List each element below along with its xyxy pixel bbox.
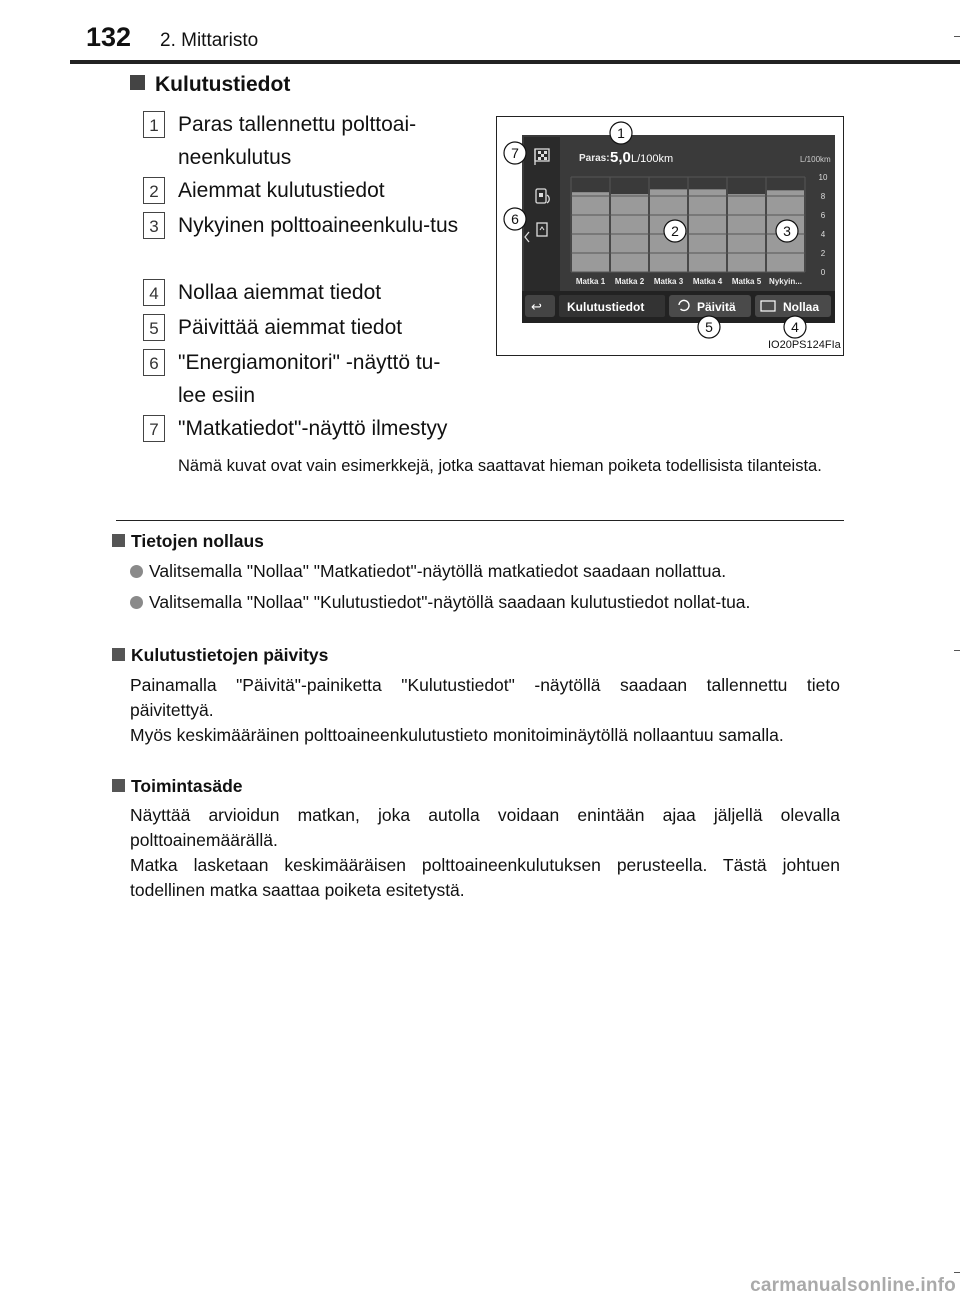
paragraph-line: Painamalla "Päivitä"-painiketta "Kulutustiedot" -näytöllä saadaan tallennettu tieto päivitettyä. bbox=[130, 675, 840, 720]
section-separator bbox=[116, 520, 844, 521]
dot-bullet-icon bbox=[130, 596, 143, 609]
watermark: carmanualsonline.info bbox=[750, 1275, 956, 1296]
x-tick-label: Matka 3 bbox=[653, 277, 684, 286]
item-text: Paras tallennettu polttoai-neenkulutus bbox=[178, 113, 417, 169]
subheading bbox=[112, 531, 264, 552]
unit-label: L/100km bbox=[800, 155, 831, 164]
page-number: 132 bbox=[86, 22, 132, 52]
square-bullet-icon bbox=[130, 75, 145, 90]
paragraph-line: Näyttää arvioidun matkan, joka autolla voidaan enintään ajaa jäljellä olevalla polttoainemäärällä. bbox=[130, 805, 840, 850]
item-text: "Energiamonitori" -näyttö tu-lee esiin bbox=[178, 351, 441, 407]
edge-tick bbox=[954, 36, 960, 37]
best-label: Paras: bbox=[579, 153, 610, 164]
item-number: 4 bbox=[143, 279, 165, 306]
x-tick-label: Nykyin... bbox=[769, 277, 802, 286]
callout-number: 3 bbox=[783, 223, 791, 239]
callout-number: 4 bbox=[791, 319, 799, 335]
back-icon: ↩ bbox=[531, 300, 542, 315]
figure-frame bbox=[496, 116, 844, 356]
y-tick-label: 0 bbox=[820, 268, 826, 277]
item-text: Nollaa aiemmat tiedot bbox=[178, 281, 382, 304]
item-number: 3 bbox=[143, 212, 165, 239]
bullet-text: Valitsemalla "Nollaa" "Kulutustiedot"-näytöllä saadaan kulutustiedot nollat-tua. bbox=[149, 592, 751, 612]
item-number: 5 bbox=[143, 314, 165, 341]
chart-bar bbox=[689, 189, 726, 272]
header-rule bbox=[70, 60, 960, 64]
update-label: Päivitä bbox=[697, 300, 736, 314]
figure-code: IO20PS124FIa bbox=[768, 339, 841, 351]
y-tick-label: 8 bbox=[820, 192, 826, 201]
best-value: 5,0 bbox=[610, 149, 631, 166]
reset-label: Nollaa bbox=[783, 300, 820, 314]
chart-bar bbox=[728, 194, 765, 272]
y-tick-label: 10 bbox=[818, 173, 828, 182]
edge-tick bbox=[954, 650, 960, 651]
x-tick-label: Matka 1 bbox=[575, 277, 606, 286]
item-number: 7 bbox=[143, 415, 165, 442]
section-title bbox=[130, 73, 290, 97]
edge-tick bbox=[954, 1272, 960, 1273]
item-number: 1 bbox=[143, 111, 165, 138]
section-title-text: Kulutustiedot bbox=[155, 73, 291, 96]
subheading-text: Toimintasäde bbox=[131, 776, 243, 796]
callout-number: 7 bbox=[511, 145, 519, 161]
paragraph bbox=[130, 803, 840, 903]
subheading-text: Kulutustietojen päivitys bbox=[131, 645, 329, 665]
subheading bbox=[112, 776, 243, 797]
bullet-item bbox=[130, 559, 842, 584]
square-bullet-icon bbox=[112, 534, 125, 547]
y-tick-label: 6 bbox=[820, 211, 826, 220]
paragraph bbox=[130, 673, 840, 748]
callout-number: 1 bbox=[617, 125, 625, 141]
dot-bullet-icon bbox=[130, 565, 143, 578]
chapter-title: 2. Mittaristo bbox=[160, 30, 259, 51]
x-tick-label: Matka 2 bbox=[614, 277, 645, 286]
y-tick-label: 2 bbox=[820, 249, 826, 258]
item-text: Nykyinen polttoaineenkulu-tus bbox=[178, 214, 459, 237]
square-bullet-icon bbox=[112, 648, 125, 661]
bullet-item bbox=[130, 590, 842, 615]
subheading-text: Tietojen nollaus bbox=[131, 531, 264, 551]
chart-bar bbox=[572, 192, 609, 272]
chart-bar bbox=[611, 194, 648, 272]
x-tick-label: Matka 5 bbox=[731, 277, 762, 286]
callout-number: 5 bbox=[705, 319, 713, 335]
best-unit: L/100km bbox=[631, 153, 674, 165]
paragraph-line: Matka lasketaan keskimääräisen polttoaineenkulutuksen perusteella. Tästä johtuen todellinen matka saattaa poiketa esitetystä. bbox=[130, 855, 840, 900]
callout-number: 2 bbox=[671, 223, 679, 239]
item-number: 2 bbox=[143, 177, 165, 204]
bullet-text: Valitsemalla "Nollaa" "Matkatiedot"-näytöllä matkatiedot saadaan nollattua. bbox=[149, 561, 727, 581]
item-number: 6 bbox=[143, 349, 165, 376]
tab-label: Kulutustiedot bbox=[567, 300, 645, 314]
square-bullet-icon bbox=[112, 779, 125, 792]
y-tick-label: 4 bbox=[820, 230, 826, 239]
paragraph-line: Myös keskimääräinen polttoaineenkulutustieto monitoiminäytöllä nollaantuu samalla. bbox=[130, 725, 784, 745]
x-tick-label: Matka 4 bbox=[692, 277, 723, 286]
item-text: "Matkatiedot"-näyttö ilmestyy bbox=[178, 417, 448, 440]
callout-number: 6 bbox=[511, 211, 519, 227]
item-text: Päivittää aiemmat tiedot bbox=[178, 316, 403, 339]
subheading bbox=[112, 645, 328, 666]
figure-note: Nämä kuvat ovat vain esimerkkejä, jotka saattavat hieman poiketa todellisista tilanteista. bbox=[178, 457, 822, 475]
item-text: Aiemmat kulutustiedot bbox=[178, 179, 385, 202]
consumption-screen-figure bbox=[497, 117, 843, 355]
